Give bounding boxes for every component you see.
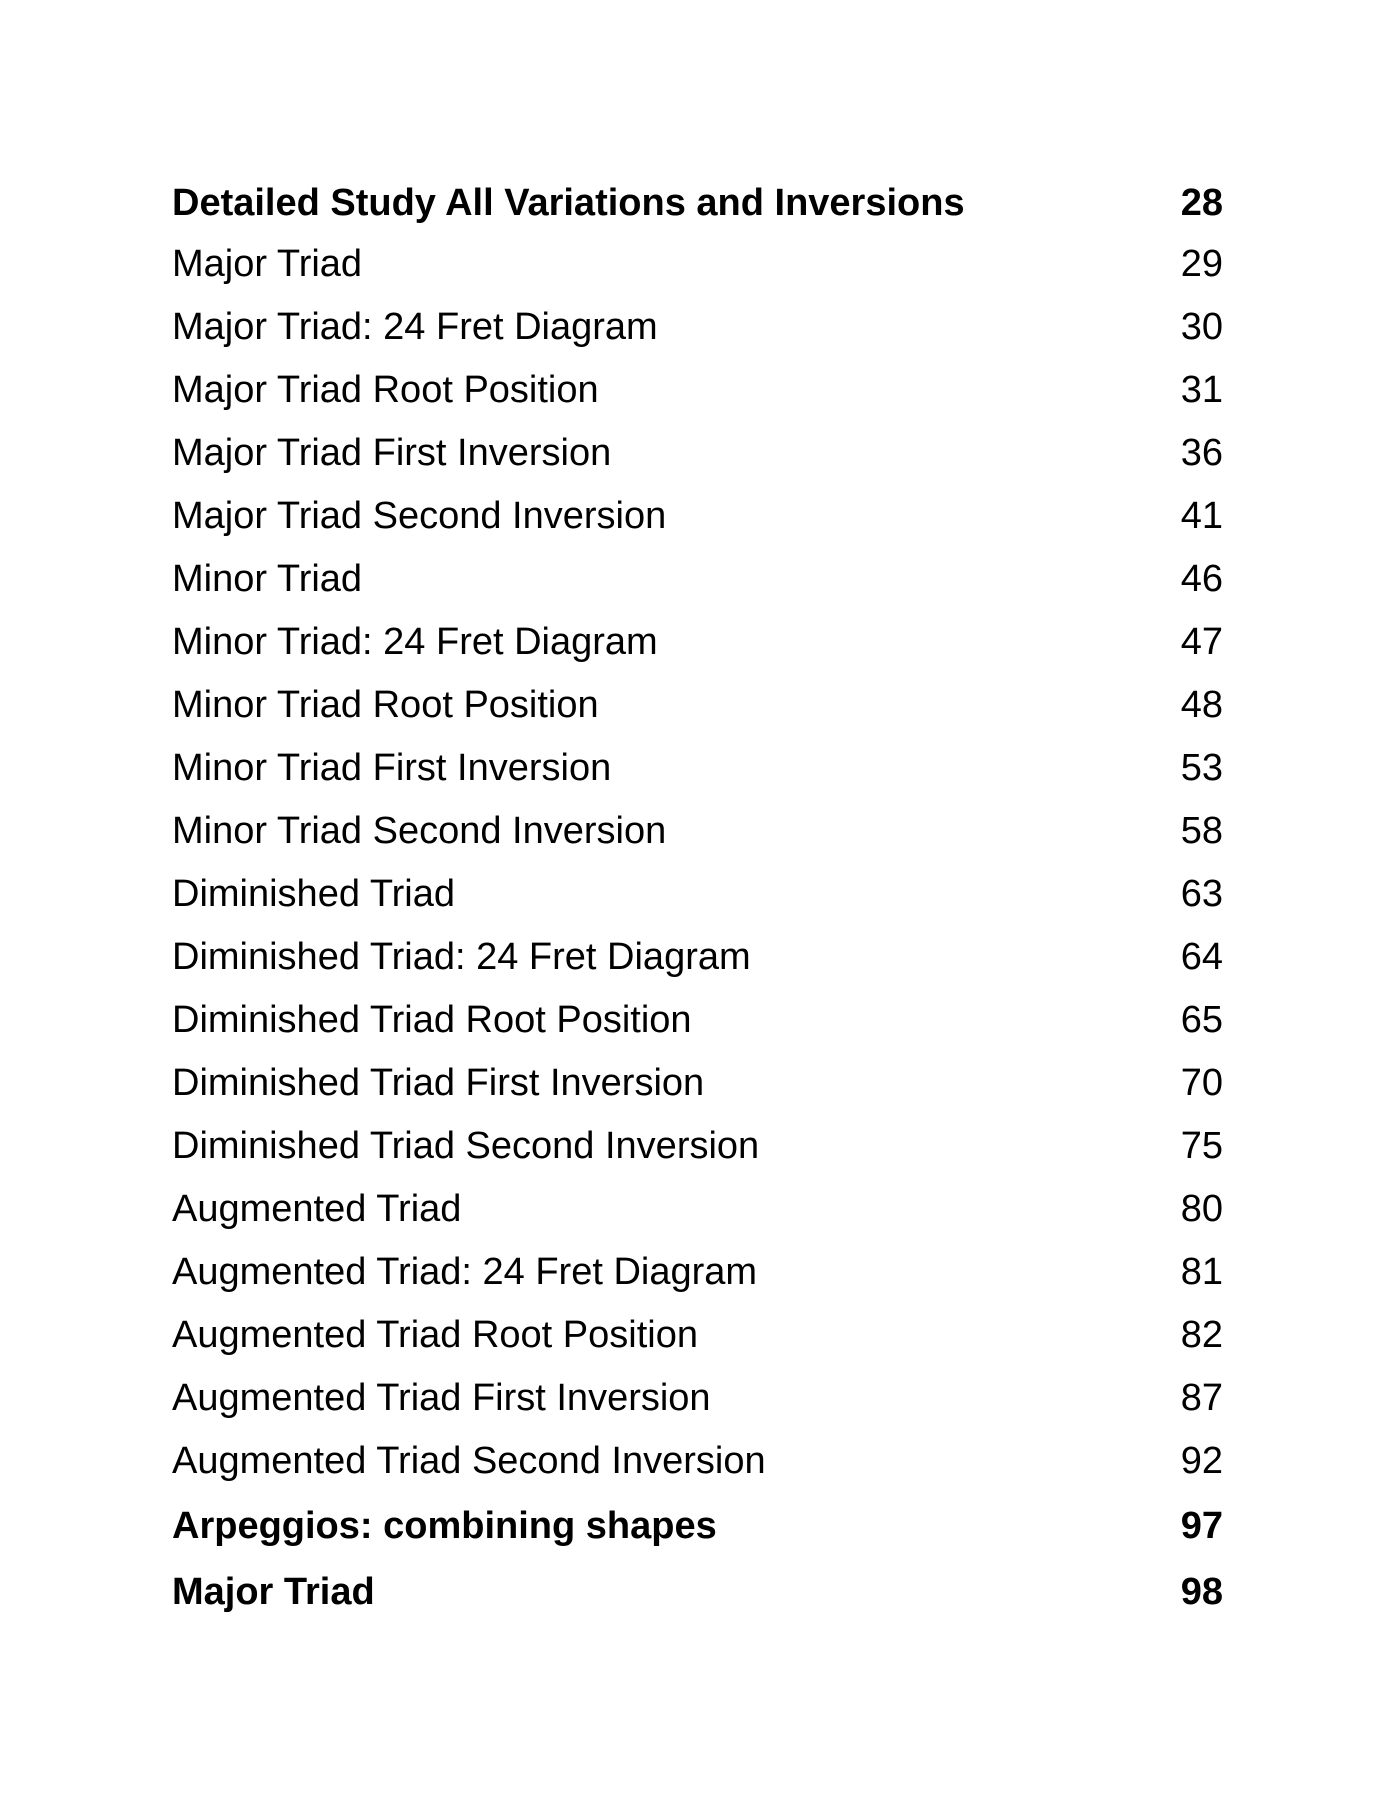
toc-entry-page: 64 bbox=[1180, 936, 1223, 978]
toc-entry-page: 63 bbox=[1180, 873, 1223, 915]
toc-entry-page: 97 bbox=[1180, 1505, 1223, 1547]
toc-entry-page: 31 bbox=[1180, 369, 1223, 411]
toc-entry[interactable] bbox=[172, 359, 1223, 422]
toc-entry-title: Major Triad Second Inversion bbox=[172, 495, 667, 537]
toc-entry-title: Minor Triad Root Position bbox=[172, 684, 599, 726]
toc-entry[interactable] bbox=[172, 611, 1223, 674]
toc-entry-title: Minor Triad First Inversion bbox=[172, 747, 612, 789]
toc-entry[interactable] bbox=[172, 926, 1223, 989]
toc-entry-page: 81 bbox=[1180, 1251, 1223, 1293]
toc-entry[interactable] bbox=[172, 737, 1223, 800]
toc-entry-page: 58 bbox=[1180, 810, 1223, 852]
toc-entry[interactable] bbox=[172, 989, 1223, 1052]
toc-entry[interactable] bbox=[172, 1430, 1223, 1493]
toc-entry-title: Augmented Triad Second Inversion bbox=[172, 1440, 766, 1482]
toc-entry[interactable] bbox=[172, 1493, 1223, 1559]
toc-entry-title: Augmented Triad Root Position bbox=[172, 1314, 698, 1356]
toc-entry-title: Detailed Study All Variations and Inversions bbox=[172, 182, 965, 224]
toc-entry-title: Diminished Triad Second Inversion bbox=[172, 1125, 760, 1167]
toc-entry[interactable] bbox=[172, 1052, 1223, 1115]
toc-entry[interactable] bbox=[172, 1367, 1223, 1430]
toc-entry-title: Augmented Triad First Inversion bbox=[172, 1377, 711, 1419]
toc-entry-title: Major Triad bbox=[172, 243, 363, 285]
toc-entry-page: 29 bbox=[1180, 243, 1223, 285]
toc-entry-page: 92 bbox=[1180, 1440, 1223, 1482]
toc-entry-page: 47 bbox=[1180, 621, 1223, 663]
toc-entry[interactable] bbox=[172, 1241, 1223, 1304]
toc-entry[interactable] bbox=[172, 1559, 1223, 1625]
toc-entry-title: Minor Triad bbox=[172, 558, 363, 600]
toc-entry-title: Diminished Triad First Inversion bbox=[172, 1062, 705, 1104]
toc-entry[interactable] bbox=[172, 1178, 1223, 1241]
toc-entry-title: Diminished Triad bbox=[172, 873, 455, 915]
table-of-contents bbox=[172, 173, 1223, 1625]
toc-entry[interactable] bbox=[172, 674, 1223, 737]
toc-entry[interactable] bbox=[172, 863, 1223, 926]
toc-entry-title: Major Triad: 24 Fret Diagram bbox=[172, 306, 658, 348]
toc-entry[interactable] bbox=[172, 173, 1223, 233]
toc-entry[interactable] bbox=[172, 233, 1223, 296]
toc-entry-title: Major Triad bbox=[172, 1571, 375, 1613]
toc-entry-page: 30 bbox=[1180, 306, 1223, 348]
toc-entry-page: 98 bbox=[1180, 1571, 1223, 1613]
toc-entry[interactable] bbox=[172, 422, 1223, 485]
toc-entry[interactable] bbox=[172, 1304, 1223, 1367]
toc-entry-page: 80 bbox=[1180, 1188, 1223, 1230]
toc-entry[interactable] bbox=[172, 548, 1223, 611]
toc-entry-page: 46 bbox=[1180, 558, 1223, 600]
toc-entry[interactable] bbox=[172, 800, 1223, 863]
toc-entry-page: 28 bbox=[1180, 182, 1223, 224]
toc-entry-page: 53 bbox=[1180, 747, 1223, 789]
toc-entry-page: 36 bbox=[1180, 432, 1223, 474]
toc-entry-page: 70 bbox=[1180, 1062, 1223, 1104]
toc-entry-page: 65 bbox=[1180, 999, 1223, 1041]
toc-entry-title: Minor Triad: 24 Fret Diagram bbox=[172, 621, 658, 663]
toc-entry-page: 82 bbox=[1180, 1314, 1223, 1356]
toc-entry-title: Augmented Triad: 24 Fret Diagram bbox=[172, 1251, 758, 1293]
toc-entry[interactable] bbox=[172, 485, 1223, 548]
toc-entry-title: Arpeggios: combining shapes bbox=[172, 1505, 717, 1547]
toc-entry-page: 75 bbox=[1180, 1125, 1223, 1167]
toc-entry-title: Major Triad Root Position bbox=[172, 369, 599, 411]
toc-entry-title: Diminished Triad Root Position bbox=[172, 999, 692, 1041]
toc-entry-page: 41 bbox=[1180, 495, 1223, 537]
toc-entry-title: Minor Triad Second Inversion bbox=[172, 810, 667, 852]
toc-entry-title: Augmented Triad bbox=[172, 1188, 462, 1230]
toc-entry-page: 48 bbox=[1180, 684, 1223, 726]
toc-entry-title: Diminished Triad: 24 Fret Diagram bbox=[172, 936, 751, 978]
toc-entry-title: Major Triad First Inversion bbox=[172, 432, 612, 474]
toc-entry[interactable] bbox=[172, 296, 1223, 359]
toc-entry[interactable] bbox=[172, 1115, 1223, 1178]
toc-entry-page: 87 bbox=[1180, 1377, 1223, 1419]
